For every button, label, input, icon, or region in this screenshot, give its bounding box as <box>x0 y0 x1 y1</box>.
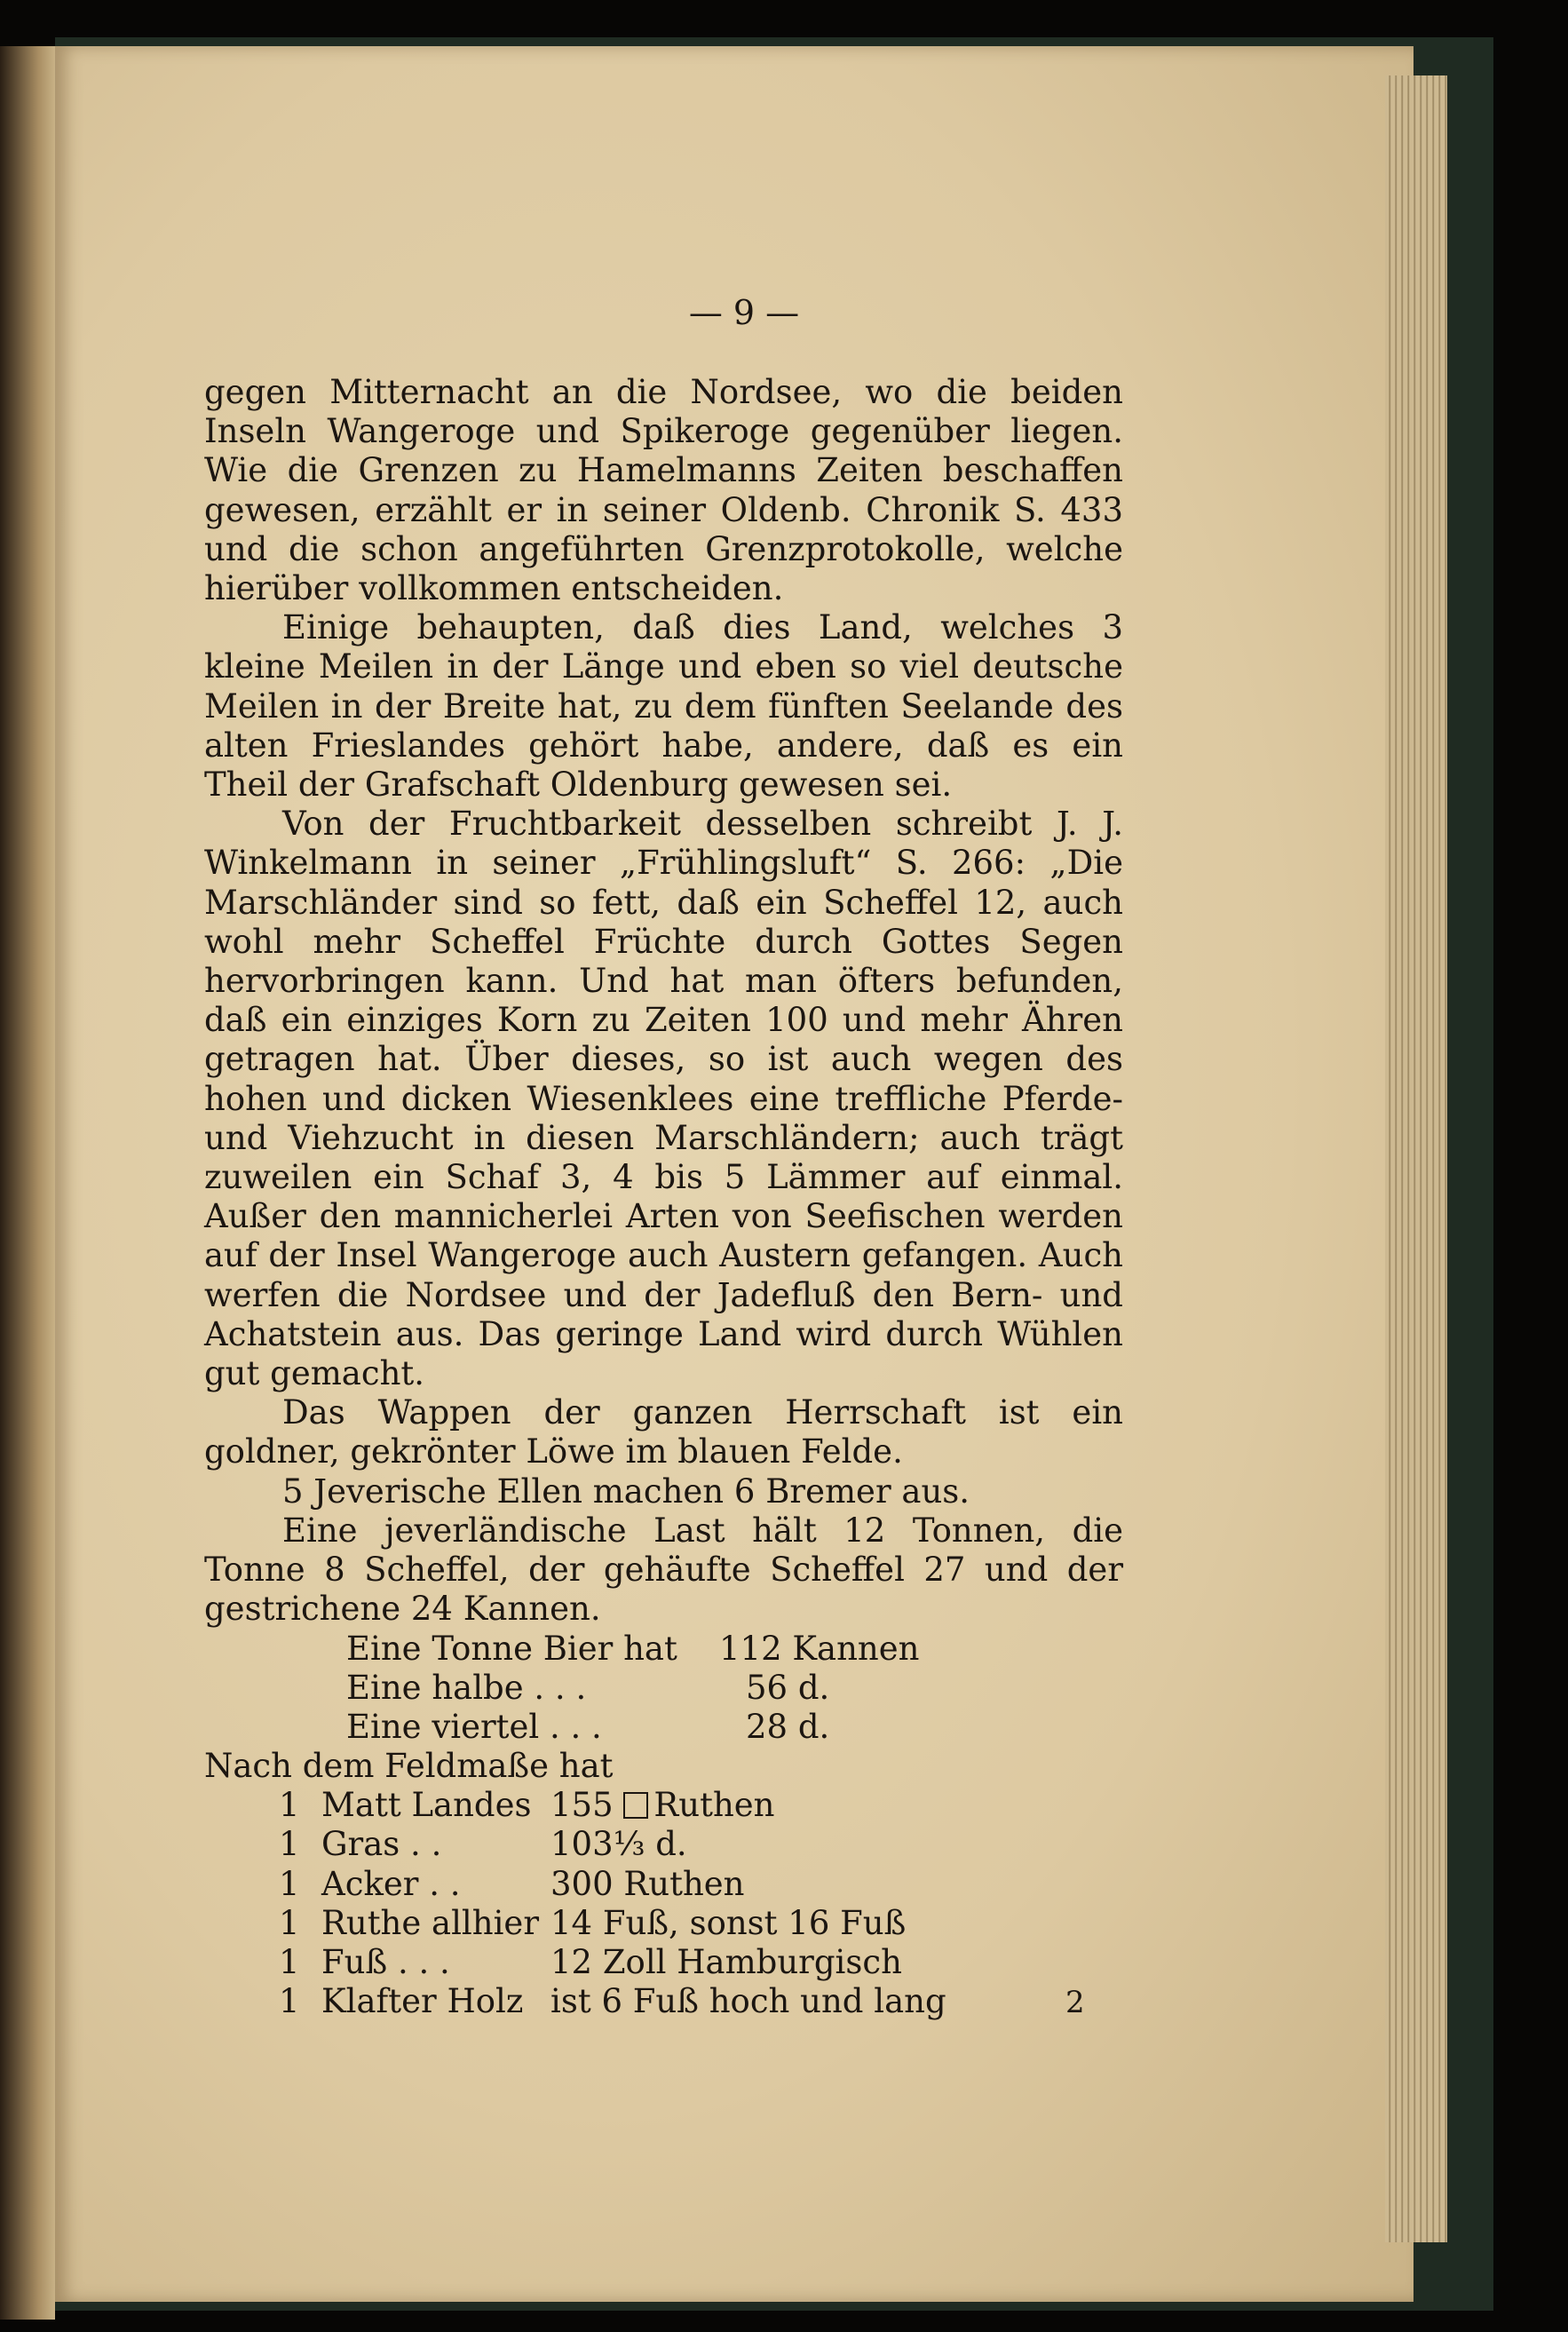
paragraph-4: Das Wappen der ganzen Herrschaft ist ein goldner, gekrönter Löwe im blauen Felde. <box>204 1393 1123 1471</box>
field-label: Klafter Holz <box>321 1982 524 2021</box>
beer-label: Eine halbe . . . <box>346 1668 587 1707</box>
field-value-group: 103⅓ d. <box>550 1825 687 1864</box>
field-row <box>204 1865 1123 1904</box>
paragraph-2: Einige behaupten, daß dies Land, welches 3 kleine Meilen in der Länge und eben so viel deutsche Meilen in der Breite hat, zu dem fünften Seelande des alten Frieslandes gehört habe, andere, daß es ein Theil der Grafschaft Oldenburg gewesen sei. <box>204 608 1123 805</box>
field-value-group: 155 Ruthen <box>550 1786 775 1825</box>
paragraph-1: gegen Mitternacht an die Nordsee, wo die beiden Inseln Wangeroge und Spikeroge gegenüber liegen. Wie die Grenzen zu Hamelmanns Zeiten beschaffen gewesen, erzählt er in seiner Oldenb. Chronik S. 433 und die schon angeführten Grenzprotokolle, welche hierüber vollkommen entscheiden. <box>204 373 1123 608</box>
field-value-group: 300 Ruthen <box>550 1864 745 1903</box>
field-count: 1 <box>279 1982 300 2021</box>
field-label: Acker . . <box>321 1864 461 1903</box>
field-label: Fuß . . . <box>321 1943 450 1981</box>
field-label: Gras . . <box>321 1825 442 1864</box>
paragraph-6: Eine jeverländische Last hält 12 Tonnen, die Tonne 8 Scheffel, der gehäufte Scheffel 27 und der gestrichene 24 Kannen. <box>204 1511 1123 1629</box>
field-row <box>204 1825 1123 1864</box>
field-count: 1 <box>279 1903 300 1942</box>
field-row <box>204 1786 1123 1825</box>
field-count: 1 <box>279 1864 300 1903</box>
beer-row <box>204 1708 1123 1747</box>
field-row <box>204 1982 1123 2021</box>
field-value: 14 Fuß, sonst 16 Fuß <box>550 1903 907 1942</box>
page-edges <box>1385 75 1447 2242</box>
beer-row <box>204 1669 1123 1708</box>
page-number: — 9 — <box>688 293 800 332</box>
beer-value: 28 d. <box>746 1707 830 1746</box>
field-count: 1 <box>279 1786 300 1825</box>
field-intro: Nach dem Feldmaße hat <box>204 1747 614 1786</box>
beer-label: Eine Tonne Bier hat <box>346 1629 677 1668</box>
beer-row <box>204 1630 1123 1669</box>
signature-mark: 2 <box>1065 1985 1085 2020</box>
field-table <box>204 1786 1123 2021</box>
field-count: 1 <box>279 1825 300 1864</box>
field-label: Matt Landes <box>321 1786 532 1825</box>
field-row <box>204 1943 1123 1982</box>
field-label: Ruthe allhier <box>321 1903 540 1942</box>
beer-label: Eine viertel . . . <box>346 1707 602 1746</box>
paragraph-3: Von der Fruchtbarkeit desselben schreibt J. J. Winkelmann in seiner „Frühlingsluft“ S. 266: „Die Marschländer sind so fett, daß ein Scheffel 12, auch wohl mehr Scheffel Früchte durch Gottes Segen hervorbringen kann. Und hat man öfters befunden, daß ein einziges Korn zu Zeiten 100 und mehr Ähren getragen hat. Über dieses, so ist auch wegen des hohen und dicken Wiesenklees eine treffliche Pferde- und Viehzucht in diesen Marschländern; auch trägt zuweilen ein Schaf 3, 4 bis 5 Lämmer auf einmal. Außer den mannicherlei Arten von Seefischen werden auf der Insel Wangeroge auch Austern gefangen. Auch werfen die Nordsee und der Jadefluß den Bern- und Achatstein aus. Das geringe Land wird durch Wühlen gut gemacht. <box>204 805 1123 1393</box>
beer-table <box>204 1630 1123 1748</box>
left-page-edge <box>0 46 55 2320</box>
beer-value: 112 Kannen <box>719 1629 920 1668</box>
field-value: ist 6 Fuß hoch und lang <box>550 1982 946 2021</box>
field-row <box>204 1904 1123 1943</box>
field-value: 12 Zoll Hamburgisch <box>550 1943 902 1981</box>
field-count: 1 <box>279 1943 300 1981</box>
paragraph-5: 5 Jeverische Ellen machen 6 Bremer aus. <box>282 1471 970 1511</box>
beer-value: 56 d. <box>746 1668 830 1707</box>
square-symbol-icon <box>623 1792 648 1819</box>
body-text <box>204 373 1123 2021</box>
